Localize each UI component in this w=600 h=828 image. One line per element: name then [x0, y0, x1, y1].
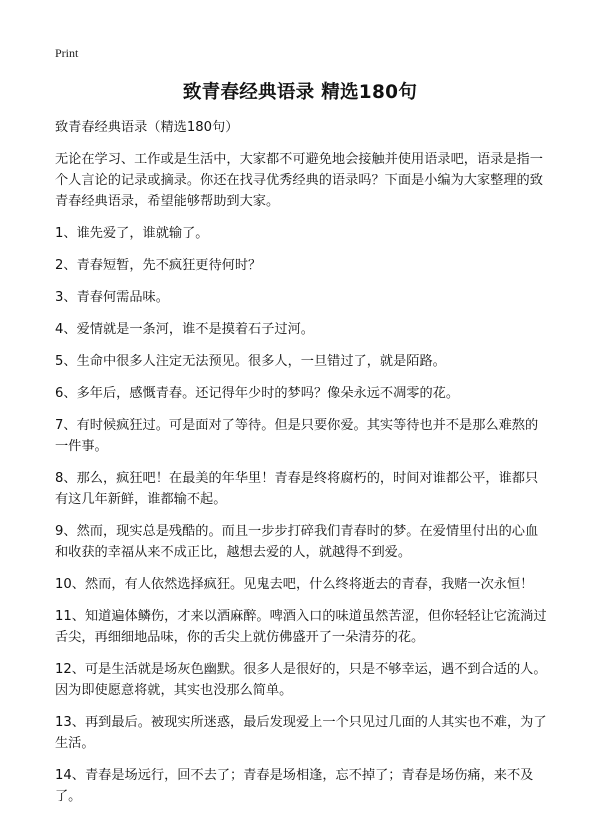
quote-item-13: 13、再到最后。被现实所迷惑，最后发现爱上一个只见过几面的人其实也不难，为了生活。: [55, 715, 547, 751]
quote-item-14: 14、青春是场远行，回不去了；青春是场相逢，忘不掉了；青春是场伤痛，来不及了。: [55, 768, 534, 804]
quote-item-9: 9、然而，现实总是残酷的。而且一步步打碎我们青春时的梦。在爱情里付出的心血和收获的幸福从来不成正比，越想去爱的人，就越得不到爱。: [55, 524, 539, 560]
quote-item-2: 2、青春短暂，先不疯狂更待何时？: [55, 258, 262, 273]
quote-item-6: 6、多年后，感慨青春。还记得年少时的梦吗？像朵永远不凋零的花。: [55, 386, 460, 401]
quote-item-10: 10、然而，有人依然选择疯狂。见鬼去吧，什么终将逝去的青春，我赌一次永恒！: [55, 577, 534, 592]
document-subtitle: 致青春经典语录（精选180句）: [55, 120, 239, 135]
quote-item-12: 12、可是生活就是场灰色幽默。很多人是很好的，只是不够幸运，遇不到合适的人。因为即使愿意将就，其实也没那么简单。: [55, 662, 547, 698]
quote-item-4: 4、爱情就是一条河，谁不是摸着石子过河。: [55, 322, 314, 337]
quote-item-5: 5、生命中很多人注定无法预见。很多人，一旦错过了，就是陌路。: [55, 354, 446, 369]
quote-item-1: 1、谁先爱了，谁就输了。: [55, 226, 209, 241]
quote-item-11: 11、知道遍体鳞伤，才来以酒麻醉。啤酒入口的味道虽然苦涩，但你轻轻让它流淌过舌尖，再细细地品味，你的舌尖上就仿佛盛开了一朵清芬的花。: [55, 609, 547, 645]
quote-item-8: 8、那么，疯狂吧！在最美的年华里！青春是终将腐朽的，时间对谁都公平，谁都只有这几年新鲜，谁都输不起。: [55, 471, 539, 507]
quote-item-7: 7、有时候疯狂过。可是面对了等待。但是只要你爱。其实等待也并不是那么难熬的一件事。: [55, 418, 539, 454]
quote-item-3: 3、青春何需品味。: [55, 290, 169, 305]
quote-list: [55, 223, 550, 807]
print-link[interactable]: Print: [55, 46, 79, 60]
document-body: [55, 117, 550, 818]
intro-paragraph: 无论在学习、工作或是生活中，大家都不可避免地会接触并使用语录吧，语录是指一个人言论的记录或摘录。你还在找寻优秀经典的语录吗？下面是小编为大家整理的致青春经典语录，希望能够帮助到大家。: [55, 152, 543, 209]
document-title: 致青春经典语录 精选180句: [182, 82, 418, 103]
